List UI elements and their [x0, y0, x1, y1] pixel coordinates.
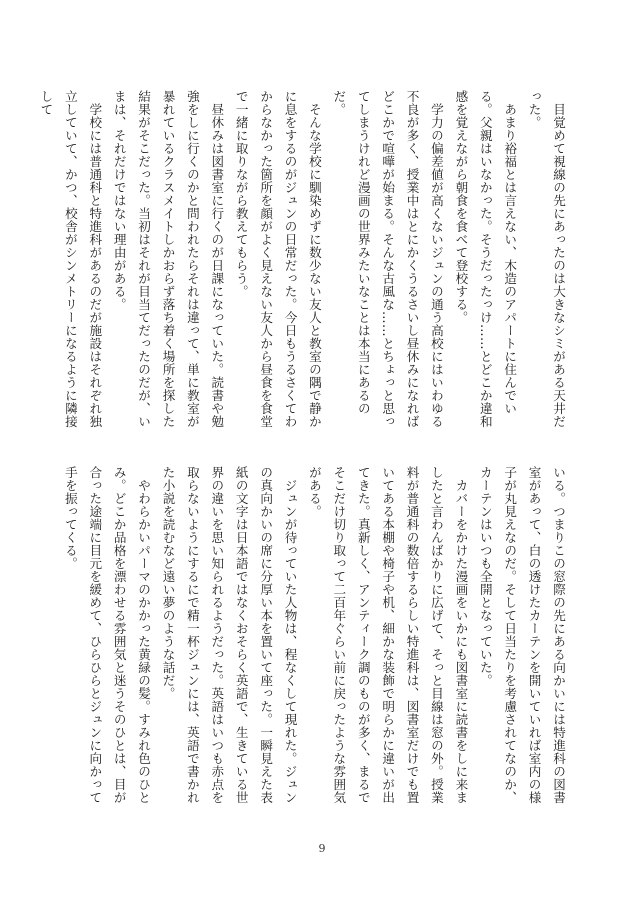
paragraph: 目覚めて視線の先にあったのは大きなシミがある天井だった。 — [526, 90, 566, 428]
paragraph: いる。つまりこの窓際の先にある向かいには特進科の図書室があって、白の透けたカーテンを開いていれば室内の様子が丸見えなのだ。そして日当たりを考慮されてなのか、カーテンはいつも全開となっていた。 — [477, 466, 566, 804]
paragraph: 学校には普通科と特進科があるのだが施設はそれぞれ独立していて、かつ、校舎がシンメトリーになるように隣接して — [38, 90, 103, 428]
paragraph: あまり裕福とは言えない、木造のアパートに住んでいる。父親はいなかった。そうだったっけ……とどこか違和感を覚えながら朝食を食べて登校する。 — [453, 90, 518, 428]
paragraph: ジュンが待っていた人物は、程なくして現れた。ジュンの真向かいの席に分厚い本を置いて座った。一瞬見えた表紙の文字は日本語ではなくおそらく英語で、生きている世界の違いを思い知られるようだった。英語はいつも赤点を取らないようにするにで精一杯ジュンには、英語で書かれた小説を読むなど遠い夢のような話だ。 — [160, 466, 298, 804]
paragraph: そんな学校に馴染めずに数少ない友人と教室の隅で静かに息をするのがジュンの日常だった。今日もうるさくてわからなかった箇所を顔がよく見えない友人から昼食を食堂で一緒に取りながら教えてもらう。 — [233, 90, 322, 428]
page-number: 9 — [318, 842, 326, 855]
paragraph: やわらかいパーマのかかった黄緑の髪。すみれ色のひとみ。どこか品格を漂わせる雰囲気と迷うそのひとは、目が合った途端に目元を緩めて、ひらひらとジュンに向かって手を振ってくる。 — [62, 466, 152, 804]
paragraph: 学力の偏差値が高くないジュンの通う高校にはいわゆる不良が多く、授業中はとにかくうるさいし昼休みになればどこかで喧嘩が始まる。そんな古風な……とちょっと思ってしまうけれど漫画の世界みたいなことは本当にあるのだ。 — [331, 90, 444, 428]
text-column-upper — [38, 90, 570, 428]
paragraph: 昼休みは図書室に行くのが日課になっていた。読書や勉強をしに行くのかと問われたらそれは違って、単に教室が暴れているクラスメイトしかおらず落ち着く場所を探した結果がそこだった。当初はそれが目当てだったのだが、いまは、それだけではない理由がある。 — [111, 90, 225, 428]
paragraph: カバーをかけた漫画をいかにも図書室に読書をしに来ましたと言わんばかりに広げて、そっと目線は窓の外。授業料が普通科の数倍するらしい特進科は、図書室だけでも置いてある本棚や椅子や机、細かな装飾で明らかに違いが出てきた。真新しく、アンティーク調のものが多く、まるでそこだけ切り取って二百年ぐらい前に戻ったような雰囲気がある。 — [306, 466, 469, 804]
text-column-lower — [62, 466, 570, 804]
